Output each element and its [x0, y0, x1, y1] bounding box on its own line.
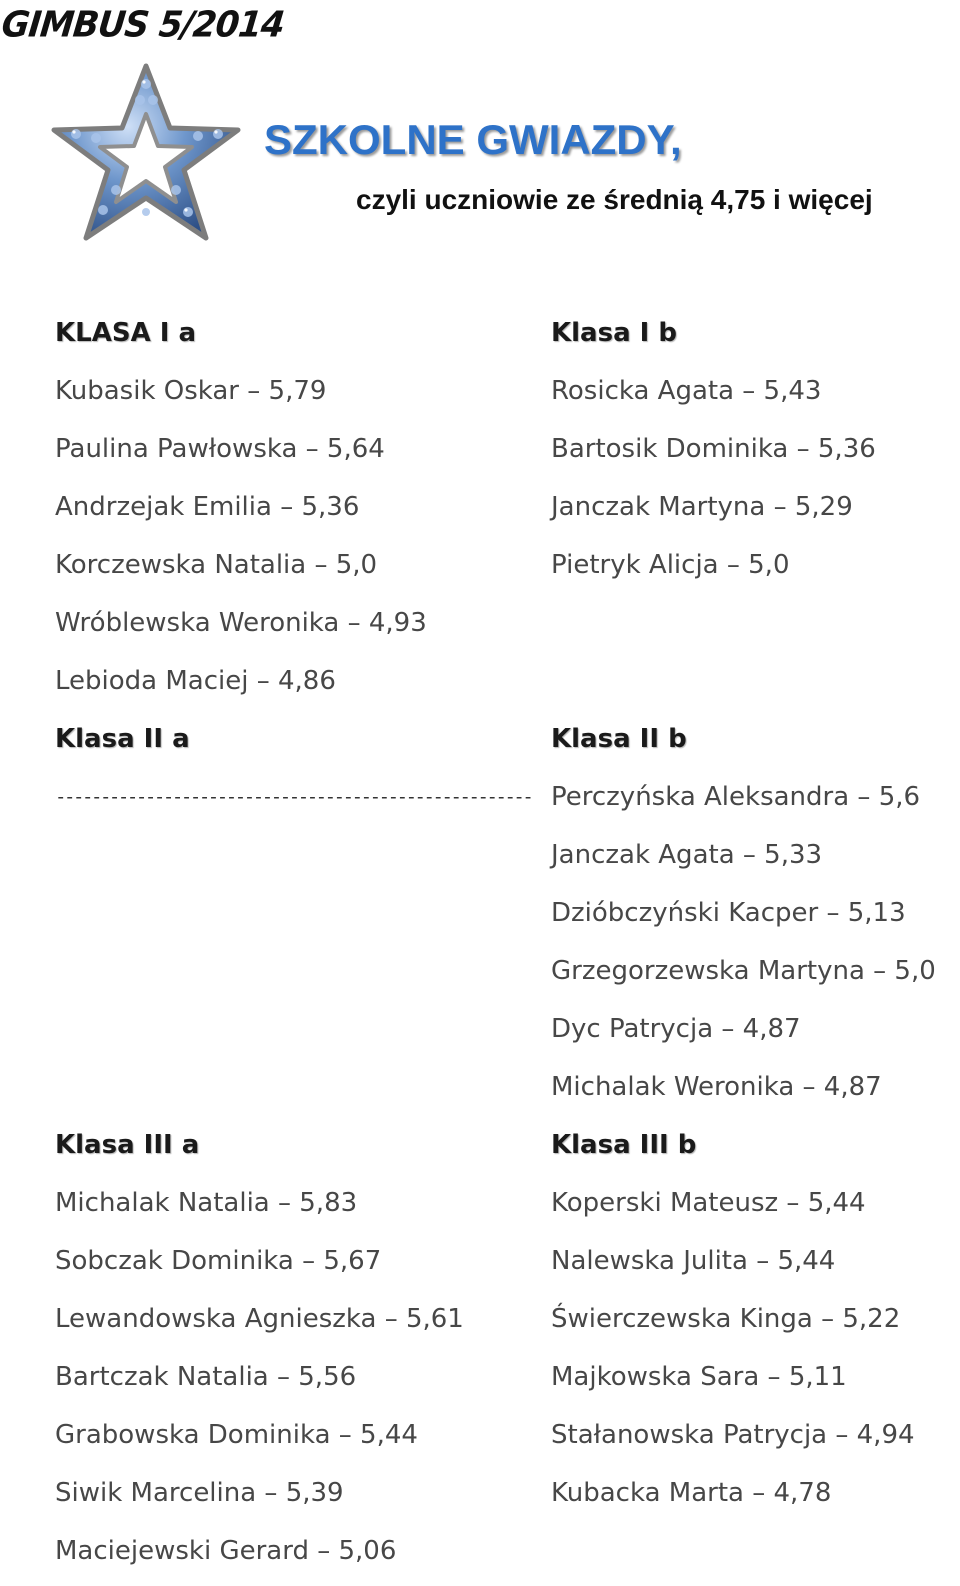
student-entry: Lewandowska Agnieszka – 5,61 — [55, 1304, 464, 1334]
blank-row — [551, 600, 951, 658]
class-heading: Klasa III a — [55, 1130, 200, 1160]
student-entry: Kubasik Oskar – 5,79 — [55, 376, 327, 406]
right-column — [551, 310, 951, 1528]
student-entry: Grzegorzewska Martyna – 5,0 — [551, 956, 936, 986]
student-entry: Rosicka Agata – 5,43 — [551, 376, 822, 406]
student-entry: Kubacka Marta – 4,78 — [551, 1478, 832, 1508]
student-entry: Grabowska Dominika – 5,44 — [55, 1420, 418, 1450]
empty-list-placeholder: ----------------------------------------------------- — [55, 786, 532, 808]
student-entry: Lebioda Maciej – 4,86 — [55, 666, 336, 696]
blank-row — [55, 1064, 515, 1122]
student-entry: Sobczak Dominika – 5,67 — [55, 1246, 382, 1276]
student-entry: Wróblewska Weronika – 4,93 — [55, 608, 427, 638]
student-entry: Janczak Martyna – 5,29 — [551, 492, 853, 522]
class-heading: KLASA I a — [55, 318, 197, 348]
student-entry: Koperski Mateusz – 5,44 — [551, 1188, 866, 1218]
student-entry: Dyc Patrycja – 4,87 — [551, 1014, 801, 1044]
blank-row — [55, 948, 515, 1006]
student-entry: Andrzejak Emilia – 5,36 — [55, 492, 360, 522]
class-heading: Klasa I b — [551, 318, 678, 348]
page-title: SZKOLNE GWIAZDY, — [264, 116, 682, 163]
student-entry: Świerczewska Kinga – 5,22 — [551, 1304, 901, 1334]
student-entry: Stałanowska Patrycja – 4,94 — [551, 1420, 915, 1450]
student-entry: Michalak Weronika – 4,87 — [551, 1072, 882, 1102]
student-entry: Perczyńska Aleksandra – 5,6 — [551, 782, 921, 812]
class-heading: Klasa III b — [551, 1130, 697, 1160]
student-entry: Siwik Marcelina – 5,39 — [55, 1478, 344, 1508]
student-entry: Majkowska Sara – 5,11 — [551, 1362, 847, 1392]
student-entry: Bartosik Dominika – 5,36 — [551, 434, 876, 464]
student-entry: Maciejewski Gerard – 5,06 — [55, 1536, 397, 1566]
student-entry: Nalewska Julita – 5,44 — [551, 1246, 836, 1276]
student-entry: Paulina Pawłowska – 5,64 — [55, 434, 385, 464]
blank-row — [55, 1006, 515, 1064]
student-entry: Bartczak Natalia – 5,56 — [55, 1362, 357, 1392]
blank-row — [55, 832, 515, 890]
class-heading: Klasa II b — [551, 724, 687, 754]
jeweled-star-icon — [48, 62, 244, 242]
class-heading: Klasa II a — [55, 724, 190, 754]
issue-label: GIMBUS 5/2014 — [0, 4, 286, 46]
student-entry: Michalak Natalia – 5,83 — [55, 1188, 358, 1218]
blank-row — [551, 658, 951, 716]
blank-row — [55, 890, 515, 948]
student-entry: Janczak Agata – 5,33 — [551, 840, 823, 870]
student-entry: Korczewska Natalia – 5,0 — [55, 550, 378, 580]
student-entry: Dzióbczyński Kacper – 5,13 — [551, 898, 906, 928]
student-entry: Pietryk Alicja – 5,0 — [551, 550, 790, 580]
page-subtitle: czyli uczniowie ze średnią 4,75 i więcej — [356, 184, 873, 215]
left-column — [55, 310, 532, 1586]
